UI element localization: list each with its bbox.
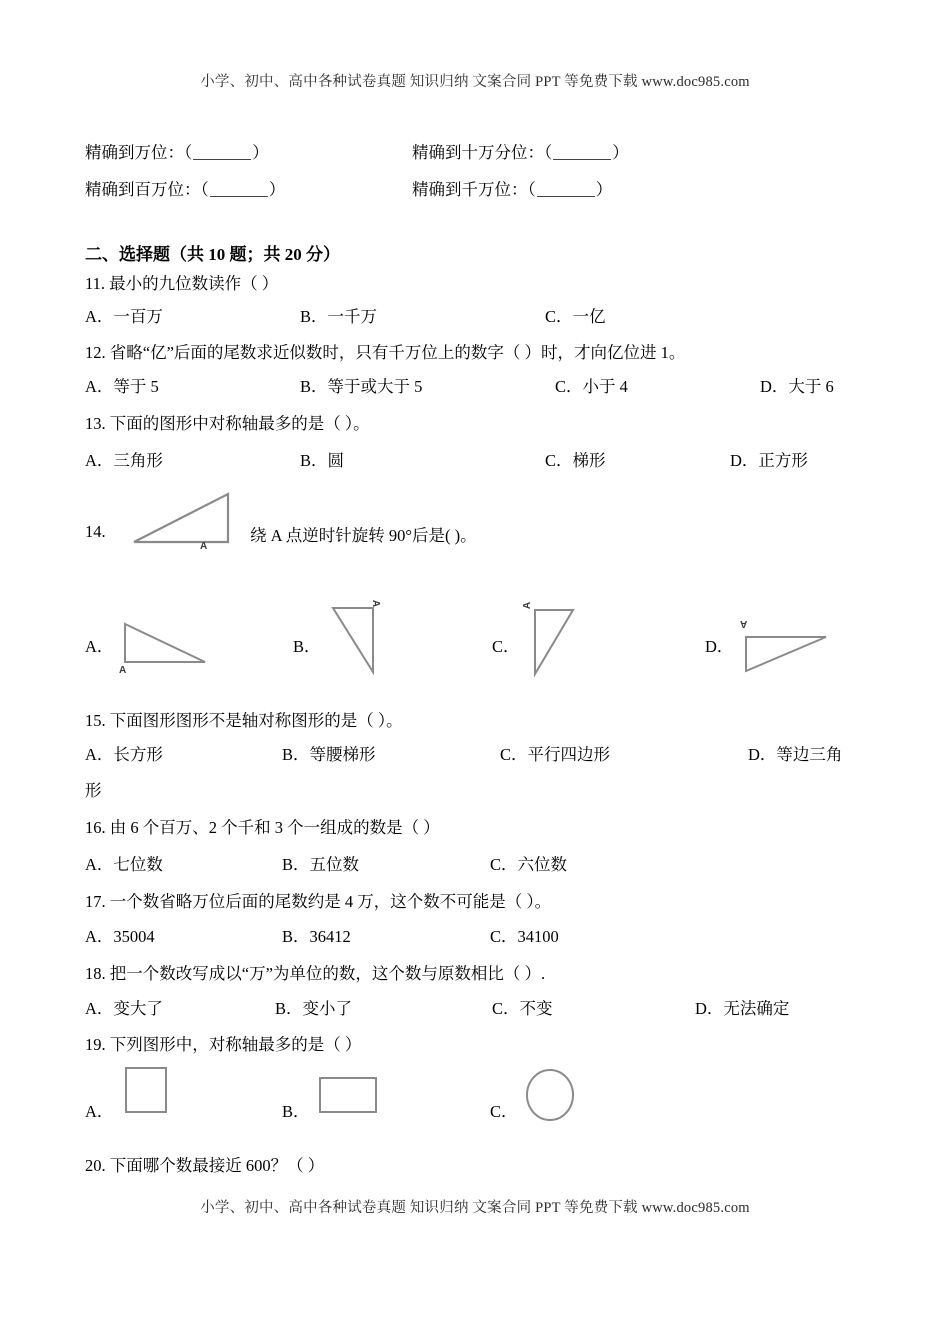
question-14-option-b-letter[interactable] — [293, 633, 321, 657]
question-17-option-c[interactable] — [490, 923, 559, 947]
option-text: 六位数 — [517, 855, 568, 874]
question-14-option-c-letter[interactable] — [492, 633, 520, 657]
question-12-text: 省略“亿”后面的尾数求近似数时，只有千万位上的数字（ ）时，才向亿位进 1。 — [109, 343, 686, 362]
question-14-option-c-figure[interactable] — [523, 600, 583, 680]
question-14-option-b-point-label: A — [370, 599, 382, 608]
question-11-option-c[interactable] — [545, 303, 606, 327]
option-text: 小于 4 — [582, 377, 628, 396]
question-19-option-c-letter[interactable] — [490, 1098, 518, 1122]
option-letter: B． — [282, 855, 310, 874]
question-15-text: 下面图形图形不是轴对称图形的是（ ）。 — [109, 711, 403, 730]
question-14-number: 14. — [85, 522, 106, 541]
question-14-number-wrap — [85, 522, 106, 542]
question-14-option-c-point-label: A — [522, 601, 534, 610]
question-14-option-b-figure[interactable] — [325, 600, 385, 680]
option-text: 长方形 — [113, 745, 163, 764]
question-14-stem-figure — [128, 488, 238, 550]
fill-blank-label-4: 精确到千万位：（ — [412, 180, 536, 200]
option-letter: C． — [490, 927, 518, 946]
question-13-option-d[interactable] — [730, 447, 808, 471]
fill-blank-label-2: 精确到十万分位：（ — [412, 143, 553, 163]
question-17-number: 17. — [85, 892, 106, 911]
option-letter: A． — [85, 451, 114, 470]
question-18-option-b[interactable] — [275, 995, 352, 1019]
option-text: 无法确定 — [723, 999, 790, 1018]
fill-blank-close-2: ） — [612, 143, 629, 163]
option-letter: B． — [282, 1102, 310, 1121]
option-text: 一亿 — [572, 307, 606, 326]
option-text: 一千万 — [327, 307, 378, 326]
option-text: 36412 — [309, 927, 351, 946]
question-18-option-d[interactable] — [695, 995, 789, 1019]
option-text: 变大了 — [113, 999, 163, 1018]
question-12-stem — [85, 339, 685, 363]
question-17-option-a[interactable] — [85, 923, 155, 947]
question-19-option-b-letter[interactable] — [282, 1098, 310, 1122]
question-19-stem — [85, 1031, 361, 1055]
question-15-option-b[interactable] — [282, 741, 376, 765]
option-letter: C． — [545, 451, 573, 470]
question-18-option-a[interactable] — [85, 995, 163, 1019]
option-letter: B． — [275, 999, 303, 1018]
option-text: 五位数 — [309, 855, 360, 874]
question-15-option-a[interactable] — [85, 741, 163, 765]
question-20-text: 下面哪个数最接近 600？（ ） — [109, 1156, 325, 1175]
option-text: 等腰梯形 — [309, 745, 376, 764]
option-letter: B． — [282, 927, 310, 946]
option-letter: C． — [492, 637, 520, 656]
section-heading-multiple-choice: 二、选择题（共 10 题；共 20 分） — [85, 245, 340, 264]
footer-watermark: 小学、初中、高中各种试卷真题 知识归纳 文案合同 PPT 等免费下载 www.doc985.com — [200, 1200, 750, 1216]
option-text: 七位数 — [113, 855, 163, 874]
fill-blank-row-qianwanwei — [412, 182, 612, 199]
question-12-option-a[interactable] — [85, 373, 159, 397]
option-letter: C． — [492, 999, 520, 1018]
question-14-option-a-figure[interactable] — [117, 618, 213, 670]
question-18-text: 把一个数改写成以“万”为单位的数，这个数与原数相比（ ）. — [109, 964, 546, 983]
option-text: 34100 — [517, 927, 559, 946]
option-letter: B． — [300, 307, 328, 326]
option-letter: A． — [85, 377, 114, 396]
question-16-option-c[interactable] — [490, 851, 567, 875]
answer-blank-4[interactable] — [537, 182, 595, 197]
option-text: 不变 — [519, 999, 553, 1018]
option-letter: B． — [282, 745, 310, 764]
option-letter: D． — [705, 637, 734, 656]
option-letter: C． — [555, 377, 583, 396]
question-19-option-c-figure-circle[interactable] — [522, 1066, 578, 1124]
question-12-option-b[interactable] — [300, 373, 422, 397]
question-17-stem — [85, 888, 551, 912]
answer-blank-1[interactable] — [193, 145, 251, 160]
question-16-number: 16. — [85, 818, 106, 837]
question-14-option-d-letter[interactable] — [705, 633, 733, 657]
question-13-stem — [85, 410, 370, 434]
fill-blank-close-1: ） — [252, 143, 269, 163]
option-letter: A． — [85, 745, 114, 764]
question-18-option-c[interactable] — [492, 995, 553, 1019]
option-letter: A． — [85, 855, 114, 874]
fill-blank-row-baiwanwei — [85, 182, 285, 199]
option-letter: D． — [748, 745, 777, 764]
question-11-text: 最小的九位数读作（ ） — [109, 274, 279, 293]
fill-blank-label-3: 精确到百万位：（ — [85, 180, 209, 200]
option-text: 大于 6 — [788, 377, 834, 396]
question-15-option-c[interactable] — [500, 741, 610, 765]
fill-blank-row-wanwei — [85, 145, 269, 162]
option-text: 等边三角 — [776, 745, 843, 764]
option-letter: C． — [490, 855, 518, 874]
option-text: 正方形 — [758, 451, 808, 470]
option-letter: B． — [300, 451, 328, 470]
option-letter: A． — [85, 307, 114, 326]
question-14-option-a-point-label: A — [119, 665, 127, 676]
option-letter: C． — [545, 307, 573, 326]
option-letter: A． — [85, 637, 114, 656]
option-text: 梯形 — [572, 451, 606, 470]
question-19-text: 下列图形中，对称轴最多的是（ ） — [109, 1035, 362, 1054]
option-letter: D． — [730, 451, 759, 470]
question-12-option-c[interactable] — [555, 373, 628, 397]
question-13-option-c[interactable] — [545, 447, 606, 471]
option-text: 圆 — [327, 451, 345, 470]
answer-blank-2[interactable] — [553, 145, 611, 160]
fill-blank-label-1: 精确到万位：（ — [85, 143, 193, 163]
header-watermark: 小学、初中、高中各种试卷真题 知识归纳 文案合同 PPT 等免费下载 www.doc985.com — [200, 74, 750, 90]
question-17-option-b[interactable] — [282, 923, 351, 947]
question-20-number: 20. — [85, 1156, 106, 1175]
question-15-number: 15. — [85, 711, 106, 730]
option-letter: A． — [85, 1102, 114, 1121]
option-text: 等于或大于 5 — [327, 377, 423, 396]
question-13-option-b[interactable] — [300, 447, 344, 471]
fill-blank-close-3: ） — [268, 180, 286, 200]
question-11-option-b[interactable] — [300, 303, 377, 327]
option-text: 一百万 — [113, 307, 163, 326]
question-11-stem — [85, 270, 278, 294]
option-letter: A． — [85, 927, 114, 946]
question-15-option-d[interactable] — [748, 741, 842, 765]
question-14-option-d-figure[interactable] — [738, 625, 834, 679]
question-15-option-d-wrap: 形 — [85, 781, 102, 800]
question-13-text: 下面的图形中对称轴最多的是（ ）。 — [109, 414, 370, 433]
question-19-option-a-letter[interactable] — [85, 1098, 113, 1122]
question-19-option-a-figure-square[interactable] — [122, 1064, 174, 1120]
option-letter: C． — [490, 1102, 518, 1121]
question-14-option-d-point-label: A — [740, 618, 748, 629]
fill-blank-row-shiwanfenwei — [412, 145, 629, 162]
question-16-option-a[interactable] — [85, 851, 163, 875]
question-18-stem — [85, 960, 545, 984]
question-20-stem — [85, 1152, 324, 1176]
option-text: 三角形 — [113, 451, 163, 470]
option-text: 变小了 — [302, 999, 353, 1018]
question-13-option-a[interactable] — [85, 447, 163, 471]
question-17-text: 一个数省略万位后面的尾数约是 4 万，这个数不可能是（ ）。 — [109, 892, 552, 911]
question-19-number: 19. — [85, 1035, 106, 1054]
fill-blank-close-4: ） — [595, 180, 613, 200]
question-15-stem — [85, 707, 403, 731]
question-18-number: 18. — [85, 964, 106, 983]
option-letter: C． — [500, 745, 528, 764]
option-letter: D． — [695, 999, 724, 1018]
question-19-option-b-figure-rectangle[interactable] — [316, 1074, 384, 1120]
option-text: 35004 — [113, 927, 155, 946]
question-12-number: 12. — [85, 343, 106, 362]
option-letter: B． — [293, 637, 321, 656]
question-14-option-a-letter[interactable] — [85, 633, 113, 657]
option-letter: A． — [85, 999, 114, 1018]
question-16-option-b[interactable] — [282, 851, 359, 875]
question-11-number: 11. — [85, 274, 106, 293]
question-12-option-d[interactable] — [760, 373, 834, 397]
option-letter: D． — [760, 377, 789, 396]
question-16-text: 由 6 个百万、2 个千和 3 个一组成的数是（ ） — [109, 818, 440, 837]
question-13-number: 13. — [85, 414, 106, 433]
question-14-stem-text: 绕 A 点逆时针旋转 90°后是( )。 — [250, 526, 477, 545]
option-text: 等于 5 — [113, 377, 159, 396]
question-11-option-a[interactable] — [85, 303, 163, 327]
option-text: 平行四边形 — [527, 745, 611, 764]
question-16-stem — [85, 814, 440, 838]
question-14-stem-point-label: A — [200, 541, 208, 552]
option-letter: B． — [300, 377, 328, 396]
answer-blank-3[interactable] — [210, 182, 268, 197]
